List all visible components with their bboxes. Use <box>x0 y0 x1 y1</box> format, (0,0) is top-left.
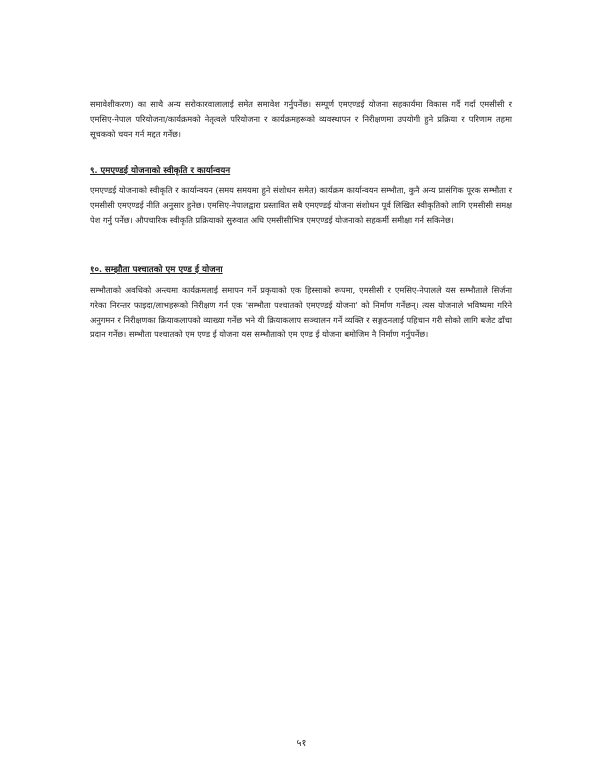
paragraph-inclusion-continuation: समावेशीकरण) का साथै अन्य सरोकारवालालाई समेत समावेश गर्नुपर्नेछ। सम्पूर्ण एमएण्डई योजना सहकार्यमा विकास गर्दै गर्दा एमसीसी र एमसिए-नेपाल परियोजना/कार्यक्रमको नेतृत्वले परियोजना र कार्यक्रमहरूको व्यवस्थापन र निरीक्षणमा उपयोगी हुने प्रक्रिया र परिणाम तहमा सूचकको चयन गर्न मद्दत गर्नेछ। <box>90 99 512 139</box>
page-number: ५१ <box>296 738 307 749</box>
paragraph-approval-implementation: एमएण्डई योजनाको स्वीकृति र कार्यान्वयन (समय समयमा हुने संशोधन समेत) कार्यक्रम कार्यान्वयन सम्भौता, कुनै अन्य प्रासंगिक पूरक सम्भौता र एमसीसी एमएण्डई नीति अनुसार हुनेछ। एमसिए-नेपालद्वारा प्रस्तावित सबै एमएण्डई योजना संशोधन पूर्व लिखित स्वीकृतिको लागि एमसीसी समक्ष पेश गर्नु पर्नेछ। औपचारिक स्वीकृति प्रक्रियाको सुरुवात अघि एमसीसीभित्र एमएण्डई योजनाको सहकर्मी समीक्षा गर्न सकिनेछ। <box>90 185 512 225</box>
section-10-heading: १०. सम्झौता पश्चातको एम एण्ड ई योजना <box>90 265 223 275</box>
section-9-heading: ९. एमएण्डई योजनाको स्वीकृति र कार्यान्वयन <box>90 166 231 176</box>
paragraph-post-compact-plan: सम्भौताको अवधिको अन्त्यमा कार्यक्रमलाई समापन गर्ने प्रकृयाको एक हिस्साको रूपमा, एमसीसी र एमसिए-नेपालले यस सम्भौताले सिर्जना गरेका निरन्तर फाइदा/लाभहरूको निरीक्षण गर्न एक 'सम्भौता पश्चातको एमएण्डई योजना' को निर्माण गर्नेछन्। त्यस योजनाले भविष्यमा गरिने अनुगमन र निरीक्षणका क्रियाकलापको व्याख्या गर्नेछ भने यी क्रियाकलाप सञ्चालन गर्ने व्यक्ति र सङ्गठनलाई पहिचान गरी सोको लागि बजेट ढाँचा प्रदान गर्नेछ। सम्भौता पश्चातको एम एण्ड ई योजना यस सम्भौताको एम एण्ड ई योजना बमोजिम नै निर्माण गर्नुपर्नेछ। <box>90 285 512 340</box>
